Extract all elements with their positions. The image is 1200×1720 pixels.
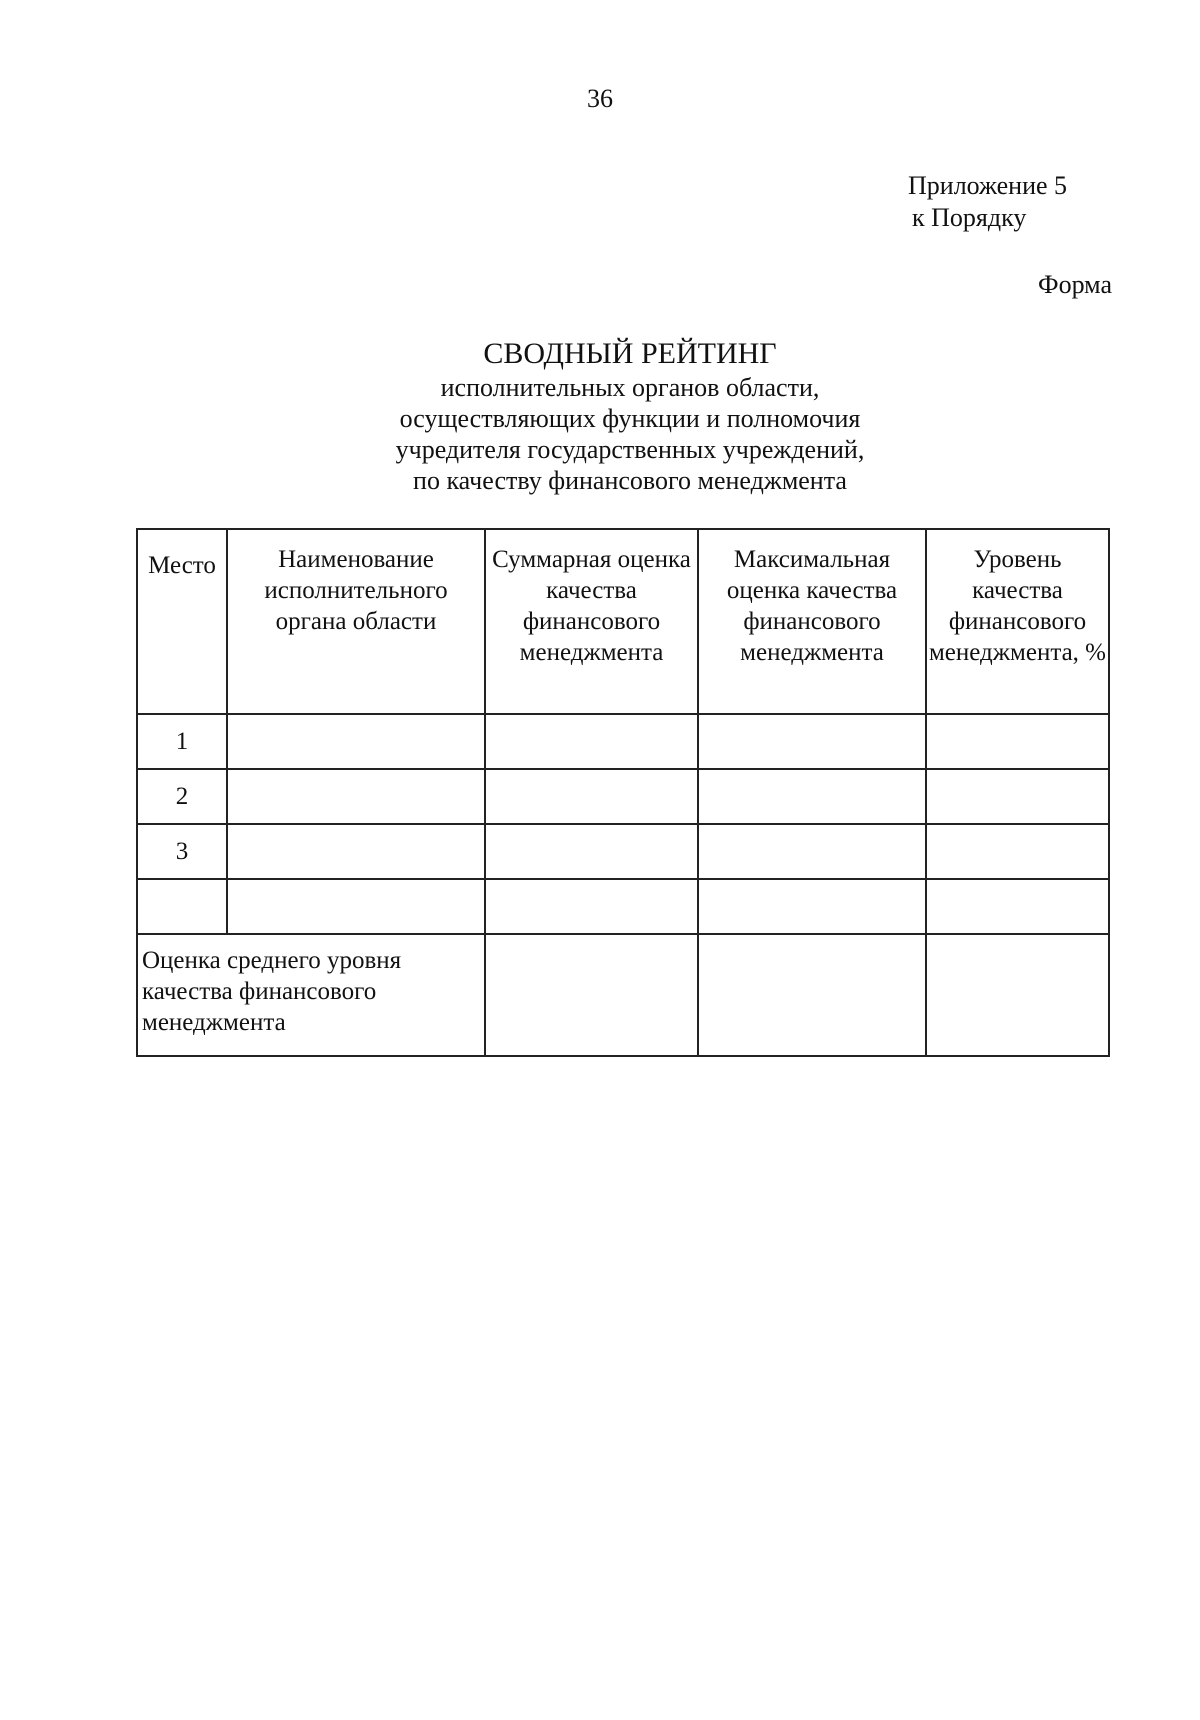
- row-place-number: 3: [137, 824, 227, 879]
- summary-row: [137, 934, 1109, 1056]
- document-title: [0, 336, 1200, 496]
- total-score-cell: [485, 769, 698, 824]
- organ-name-cell: [227, 714, 485, 769]
- total-score-cell: [485, 879, 698, 934]
- rating-table: [136, 528, 1110, 1057]
- max-score-cell: [698, 879, 926, 934]
- total-score-cell: [485, 714, 698, 769]
- form-label: Форма: [1038, 270, 1112, 299]
- header-total-score: Суммарная оценка качества финансового менеджмента: [485, 529, 698, 714]
- title-main: СВОДНЫЙ РЕЙТИНГ: [483, 337, 777, 370]
- appendix-order: к Порядку: [912, 203, 1027, 232]
- page-number: 36: [587, 84, 613, 113]
- summary-total-score-cell: [485, 934, 698, 1056]
- title-line-2: осуществляющих функции и полномочия: [399, 404, 861, 433]
- title-line-1: исполнительных органов области,: [440, 373, 820, 402]
- title-line-3: учредителя государственных учреждений,: [395, 435, 865, 464]
- appendix-reference: [908, 170, 1067, 234]
- summary-label: Оценка среднего уровня качества финансового менеджмента: [137, 934, 485, 1056]
- quality-level-cell: [926, 879, 1109, 934]
- header-max-score: Максимальная оценка качества финансового менеджмента: [698, 529, 926, 714]
- table-row: [137, 769, 1109, 824]
- total-score-cell: [485, 824, 698, 879]
- header-quality-level: Уровень качества финансового менеджмента, %: [926, 529, 1109, 714]
- title-line-4: по качеству финансового менеджмента: [413, 466, 847, 495]
- row-place-number: 1: [137, 714, 227, 769]
- quality-level-cell: [926, 769, 1109, 824]
- table-row: [137, 714, 1109, 769]
- header-organ-name: Наименование исполнительного органа области: [227, 529, 485, 714]
- row-place-number: [137, 879, 227, 934]
- max-score-cell: [698, 824, 926, 879]
- appendix-number: Приложение 5: [908, 171, 1068, 200]
- max-score-cell: [698, 769, 926, 824]
- quality-level-cell: [926, 824, 1109, 879]
- quality-level-cell: [926, 714, 1109, 769]
- organ-name-cell: [227, 824, 485, 879]
- row-place-number: 2: [137, 769, 227, 824]
- max-score-cell: [698, 714, 926, 769]
- organ-name-cell: [227, 769, 485, 824]
- table-header-row: [137, 529, 1109, 714]
- summary-quality-level-cell: [926, 934, 1109, 1056]
- header-place: Место: [137, 529, 227, 714]
- table-row: [137, 879, 1109, 934]
- organ-name-cell: [227, 879, 485, 934]
- summary-max-score-cell: [698, 934, 926, 1056]
- table-row: [137, 824, 1109, 879]
